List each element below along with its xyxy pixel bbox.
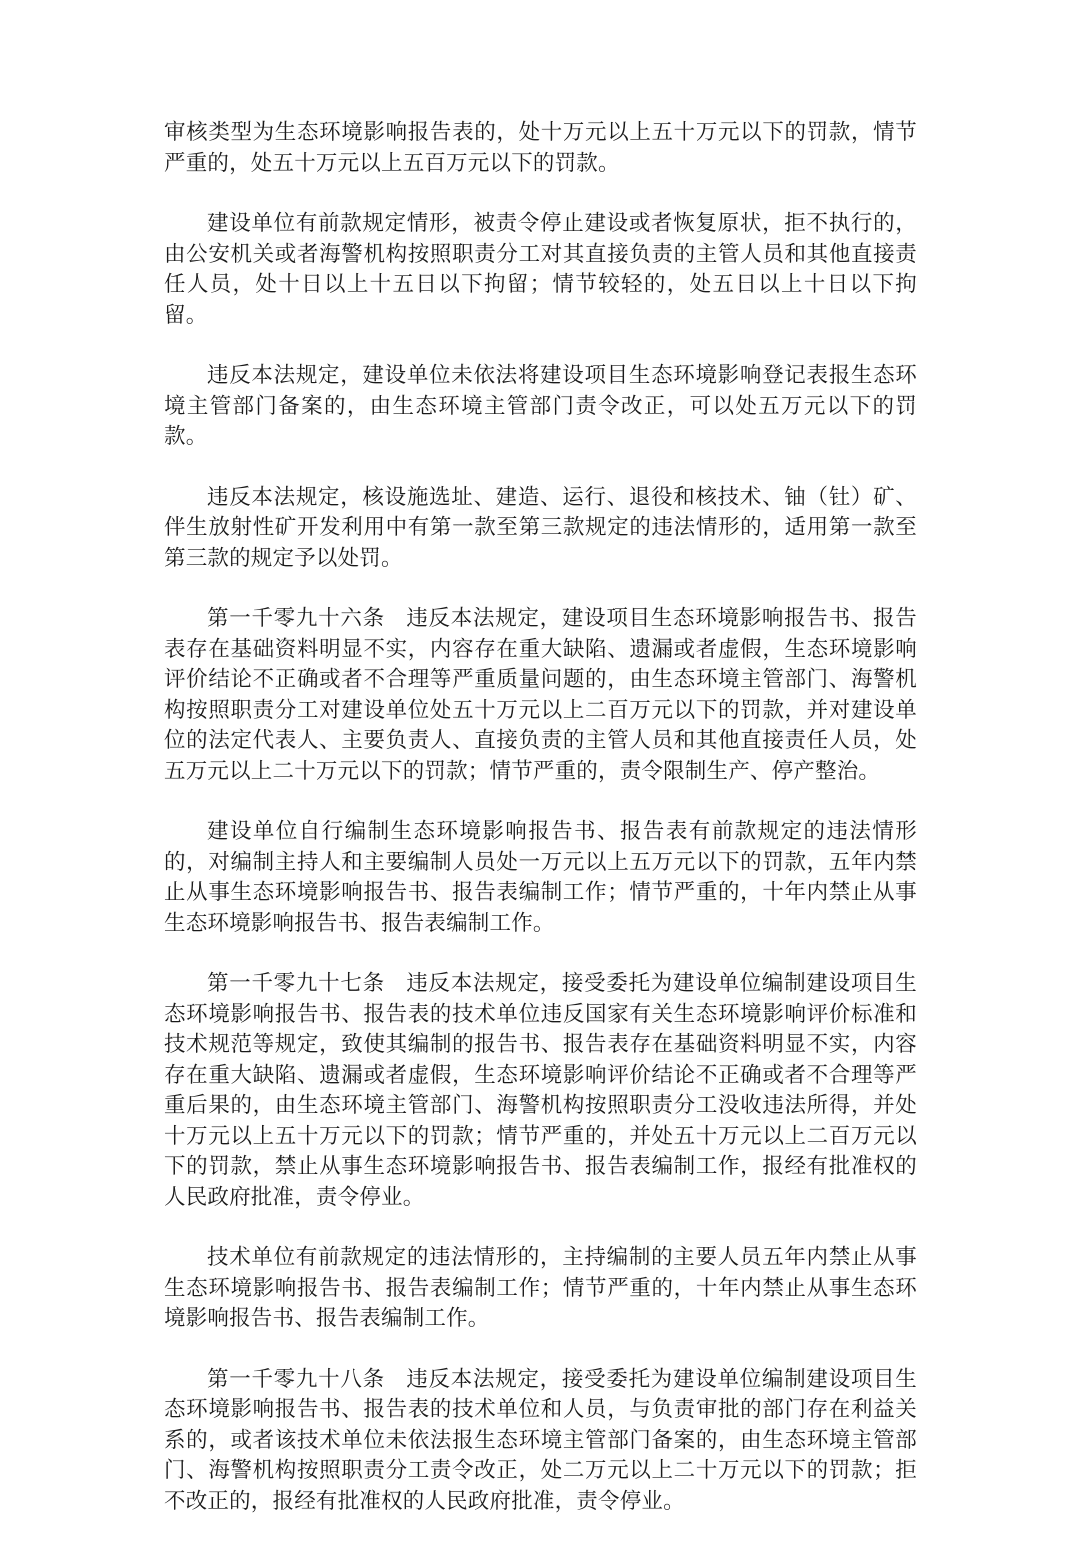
paragraph-text: 建设单位自行编制生态环境影响报告书、报告表有前款规定的违法情形的，对编制主持人和主要编制人员处一万元以上五万元以下的罚款，五年内禁止从事生态环境影响报告书、报告表编制工作；情节严重的，十年内禁止从事生态环境影响报告书、报告表编制工作。	[164, 819, 917, 936]
paragraph-text: 违反本法规定，建设单位未依法将建设项目生态环境影响登记表报生态环境主管部门备案的，由生态环境主管部门责令改正，可以处五万元以下的罚款。	[164, 363, 917, 449]
paragraph	[164, 483, 917, 575]
article-paragraph	[164, 604, 917, 787]
paragraph-text: 违反本法规定，接受委托为建设单位编制建设项目生态环境影响报告书、报告表的技术单位违反国家有关生态环境影响评价标准和技术规范等规定，致使其编制的报告书、报告表存在基础资料明显不实，内容存在重大缺陷、遗漏或者虚假，生态环境影响评价结论不正确或者不合理等严重后果的，由生态环境主管部门、海警机构按照职责分工没收违法所得，并处十万元以上五十万元以下的罚款；情节严重的，并处五十万元以上二百万元以下的罚款，禁止从事生态环境影响报告书、报告表编制工作，报经有批准权的人民政府批准，责令停业。	[164, 971, 917, 1210]
paragraph	[164, 361, 917, 453]
article-number: 第一千零九十六条	[207, 606, 385, 631]
paragraph-text: 违反本法规定，核设施选址、建造、运行、退役和核技术、铀（钍）矿、伴生放射性矿开发利用中有第一款至第三款规定的违法情形的，适用第一款至第三款的规定予以处罚。	[164, 484, 917, 571]
paragraph-text: 违反本法规定，接受委托为建设单位编制建设项目生态环境影响报告书、报告表的技术单位和人员，与负责审批的部门存在利益关系的，或者该技术单位未依法报生态环境主管部门备案的，由生态环境主管部门、海警机构按照职责分工责令改正，处二万元以上二十万元以下的罚款；拒不改正的，报经有批准权的人民政府批准，责令停业。	[164, 1366, 917, 1514]
paragraph-text: 技术单位有前款规定的违法情形的，主持编制的主要人员五年内禁止从事生态环境影响报告书、报告表编制工作；情节严重的，十年内禁止从事生态环境影响报告书、报告表编制工作。	[164, 1245, 917, 1331]
document-page	[164, 118, 917, 1547]
article-number: 第一千零九十七条	[207, 971, 385, 996]
article-number: 第一千零九十八条	[207, 1366, 385, 1392]
paragraph	[164, 1243, 917, 1335]
paragraph	[164, 209, 917, 331]
paragraph	[164, 118, 917, 179]
paragraph-text: 审核类型为生态环境影响报告表的，处十万元以上五十万元以下的罚款，情节严重的，处五十万元以上五百万元以下的罚款。	[164, 120, 917, 176]
paragraph-text: 违反本法规定，建设项目生态环境影响报告书、报告表存在基础资料明显不实，内容存在重大缺陷、遗漏或者虚假，生态环境影响评价结论不正确或者不合理等严重质量问题的，由生态环境主管部门、海警机构按照职责分工对建设单位处五十万元以上二百万元以下的罚款，并对建设单位的法定代表人、主要负责人、直接负责的主管人员和其他直接责任人员，处五万元以上二十万元以下的罚款；情节严重的，责令限制生产、停产整治。	[164, 606, 917, 784]
article-paragraph	[164, 1365, 917, 1518]
article-paragraph	[164, 969, 917, 1213]
paragraph	[164, 817, 917, 939]
paragraph-text: 建设单位有前款规定情形，被责令停止建设或者恢复原状，拒不执行的，由公安机关或者海警机构按照职责分工对其直接负责的主管人员和其他直接责任人员，处十日以上十五日以下拘留；情节较轻的，处五日以上十日以下拘留。	[164, 211, 917, 328]
